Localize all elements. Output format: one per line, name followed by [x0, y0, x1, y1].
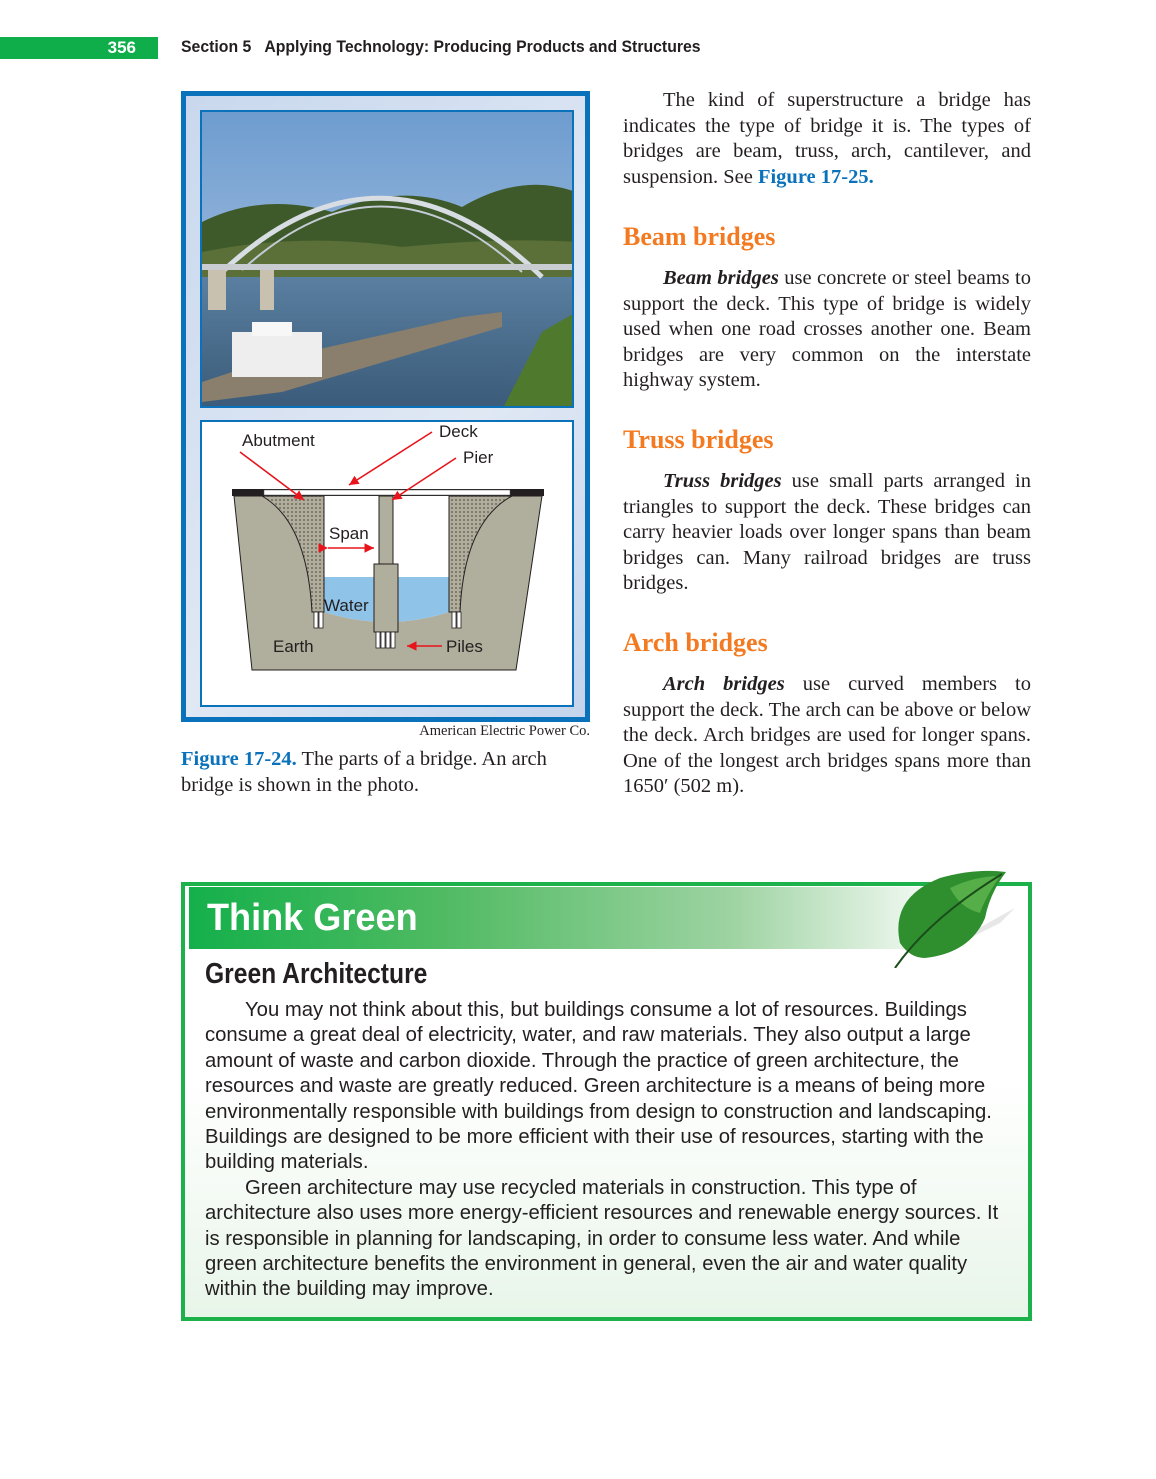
label-span: Span — [329, 524, 369, 543]
paragraph: You may not think about this, but buildings consume a lot of resources. Buildings consume a great deal of electricity, water, and raw materials. They also output a large amount of waste and carbon dioxide. Through the practice of green architecture, the resources and waste are greatly reduced. Green architecture is a means of being more environmentally responsible with buildings from design to construction and landscaping. Buildings are designed to be more efficient with their use of resources, starting with the building materials. — [205, 999, 992, 1174]
label-abutment: Abutment — [242, 431, 315, 450]
label-water: Water — [324, 596, 369, 615]
term: Beam bridges — [663, 267, 779, 289]
intro-paragraph — [623, 88, 1031, 190]
bridge-parts-diagram — [200, 420, 574, 707]
paragraph: Green architecture may use recycled materials in construction. This type of architecture also uses more energy-efficient resources and renewable energy sources. It is responsible in planning for landscaping, in order to consume less water. And while green architecture benefits the environment in general, even the air and water quality within the building may improve. — [205, 1176, 999, 1301]
think-green-title: Think Green — [207, 897, 418, 939]
heading-arch-bridges: Arch bridges — [623, 628, 768, 657]
label-pier: Pier — [463, 448, 494, 467]
body-text: use small parts arranged in triangles to support the deck. These bridges can carry heavier loads over longer spans than beam bridges can. Many railroad bridges are truss bridges. — [623, 470, 1031, 594]
intro-text: The kind of superstructure a bridge has indicates the type of bridge it is. The types of bridges are beam, truss, arch, cantilever, and suspension. See — [623, 89, 1031, 188]
green-architecture-heading: Green Architecture — [205, 958, 428, 990]
heading-truss-bridges: Truss bridges — [623, 425, 774, 454]
body-text: use concrete or steel beams to support the deck. This type of bridge is widely used when one road crosses another one. Beam bridges are very common on the interstate highway system. — [623, 267, 1031, 391]
term: Arch bridges — [663, 673, 785, 695]
photo-credit: American Electric Power Co. — [419, 723, 590, 739]
running-header — [181, 36, 701, 58]
figure-ref: Figure 17-24. — [181, 748, 297, 770]
figure-17-24 — [181, 91, 590, 722]
page-number: 356 — [0, 37, 158, 59]
body-text: use curved members to support the deck. The arch can be above or below the deck. Arch bridges are used for longer spans. One of the longest arch bridges spans more than 1650′ (502 m). — [623, 673, 1031, 797]
section-title: Applying Technology: Producing Products and Structures — [264, 37, 701, 56]
think-green-body — [205, 998, 1017, 1303]
label-earth: Earth — [273, 637, 314, 656]
label-piles: Piles — [446, 637, 483, 656]
arch-paragraph — [623, 672, 1031, 800]
term: Truss bridges — [663, 470, 782, 492]
beam-paragraph — [623, 266, 1031, 394]
leaf-icon — [890, 868, 1020, 973]
heading-beam-bridges: Beam bridges — [623, 222, 776, 251]
arch-bridge-photo — [200, 110, 574, 408]
truss-paragraph — [623, 469, 1031, 597]
label-deck: Deck — [439, 422, 478, 441]
section-label: Section 5 — [181, 37, 252, 56]
figure-17-25-link[interactable]: Figure 17-25. — [757, 165, 874, 188]
caption-text: The parts of a bridge. An arch bridge is shown in the photo. — [181, 748, 547, 796]
figure-caption — [181, 747, 561, 798]
